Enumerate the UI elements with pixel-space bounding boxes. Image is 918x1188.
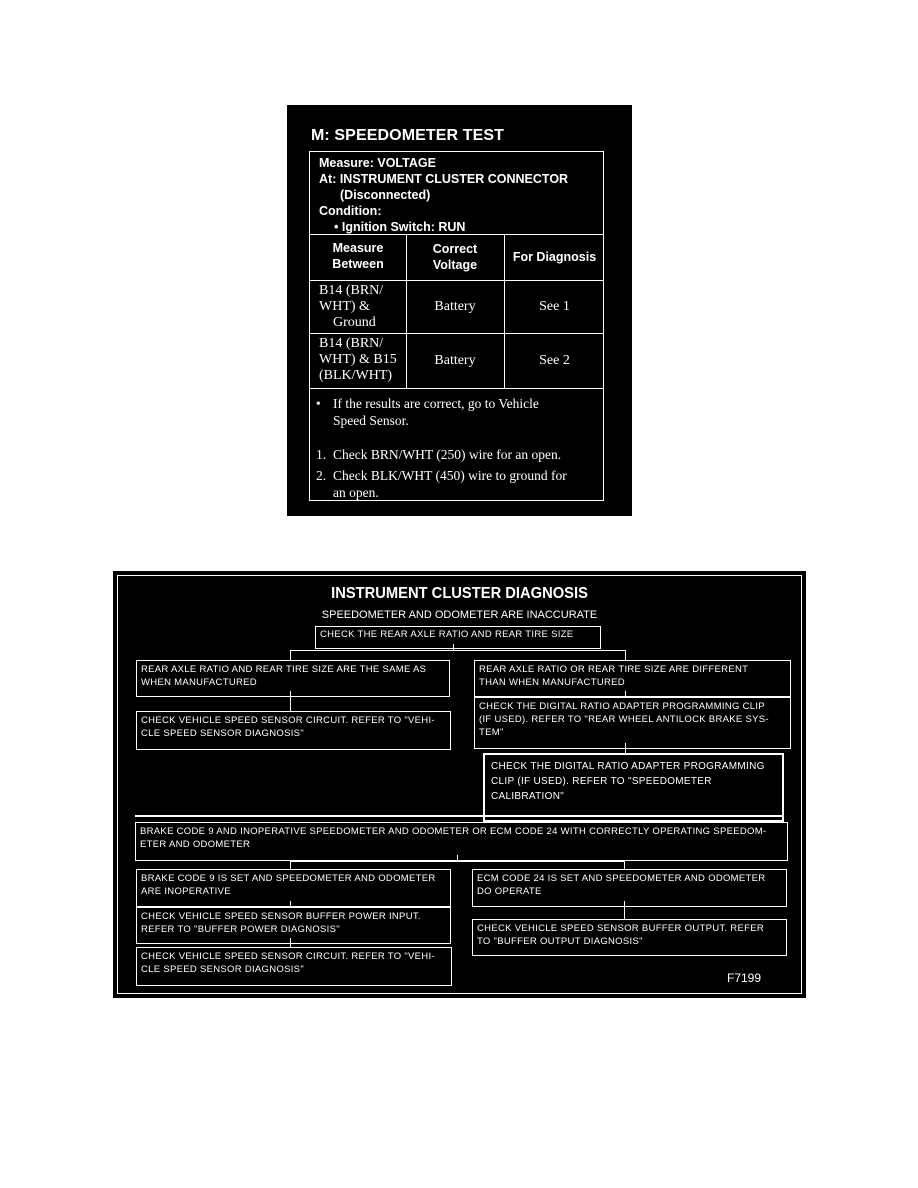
check-vss-circuit-box: CHECK VEHICLE SPEED SENSOR CIRCUIT. REFER TO "VEHI- CLE SPEED SENSOR DIAGNOSIS" xyxy=(136,711,451,750)
note-2-line2: an open. xyxy=(333,485,379,500)
notes-box xyxy=(309,389,604,501)
different-than-manufactured-box: REAR AXLE RATIO OR REAR TIRE SIZE ARE DIFFERENT THAN WHEN MANUFACTURED xyxy=(474,660,791,697)
same-as-manufactured-box: REAR AXLE RATIO AND REAR TIRE SIZE ARE THE SAME AS WHEN MANUFACTURED xyxy=(136,660,450,697)
note-1-text: Check BRN/WHT (250) wire for an open. xyxy=(333,447,562,462)
row1-diagnosis: See 1 xyxy=(539,299,570,314)
check-axle-box: CHECK THE REAR AXLE RATIO AND REAR TIRE SIZE xyxy=(315,626,601,649)
row1-voltage: Battery xyxy=(434,299,476,314)
note-2-line1: Check BLK/WHT (450) wire to ground for xyxy=(333,468,567,483)
disconnected-text: (Disconnected) xyxy=(340,188,431,202)
row2-voltage: Battery xyxy=(434,353,476,368)
check-dra-calibration-box: CHECK THE DIGITAL RATIO ADAPTER PROGRAMMING CLIP (IF USED). REFER TO "SPEEDOMETER CALIBRATION" xyxy=(483,753,784,822)
note-bullet-line2: Speed Sensor. xyxy=(333,413,409,428)
row1-between: B14 (BRN/ WHT) & Ground xyxy=(319,283,384,330)
at-text: At: INSTRUMENT CLUSTER CONNECTOR xyxy=(319,172,569,186)
test-conditions-box xyxy=(309,151,604,235)
instrument-cluster-diagnosis-figure xyxy=(113,571,806,998)
header-for-diagnosis: For Diagnosis xyxy=(512,250,597,264)
brake-code-box: BRAKE CODE 9 AND INOPERATIVE SPEEDOMETER AND ODOMETER OR ECM CODE 24 WITH CORRECTLY OPERATING SPEEDOM- ETER AND ODOMETER xyxy=(135,822,788,861)
note-bullet-line1: If the results are correct, go to Vehicle xyxy=(333,396,539,411)
note-2-number: 2. xyxy=(316,468,327,483)
buffer-output-box: CHECK VEHICLE SPEED SENSOR BUFFER OUTPUT. REFER TO "BUFFER OUTPUT DIAGNOSIS" xyxy=(472,919,787,956)
measure-text: Measure: VOLTAGE xyxy=(319,156,436,170)
diagnosis-subtitle: SPEEDOMETER AND ODOMETER ARE INACCURATE xyxy=(321,609,598,621)
diagnosis-title: INSTRUMENT CLUSTER DIAGNOSIS xyxy=(331,585,588,602)
bullet-mark: • xyxy=(316,396,321,411)
check-vss-circuit-box-2: CHECK VEHICLE SPEED SENSOR CIRCUIT. REFER TO "VEHI- CLE SPEED SENSOR DIAGNOSIS" xyxy=(136,947,452,986)
figure-label: F7199 xyxy=(727,971,762,985)
brake-code-9-box: BRAKE CODE 9 IS SET AND SPEEDOMETER AND ODOMETER ARE INOPERATIVE xyxy=(136,869,451,907)
ignition-text: • Ignition Switch: RUN xyxy=(334,220,466,234)
note-1-number: 1. xyxy=(316,447,327,462)
header-measure-between: Measure Between xyxy=(332,241,384,271)
measurement-table xyxy=(309,235,604,389)
buffer-power-box: CHECK VEHICLE SPEED SENSOR BUFFER POWER INPUT. REFER TO "BUFFER POWER DIAGNOSIS" xyxy=(136,907,451,944)
row2-diagnosis: See 2 xyxy=(539,353,570,368)
header-correct-voltage: Correct Voltage xyxy=(432,242,478,272)
condition-text: Condition: xyxy=(319,204,382,218)
ecm-code-24-box: ECM CODE 24 IS SET AND SPEEDOMETER AND ODOMETER DO OPERATE xyxy=(472,869,787,907)
row2-between: B14 (BRN/ WHT) & B15 (BLK/WHT) xyxy=(319,336,397,383)
speedometer-test-figure xyxy=(287,105,632,516)
section-divider xyxy=(135,815,783,817)
check-dra-clip-box: CHECK THE DIGITAL RATIO ADAPTER PROGRAMMING CLIP (IF USED). REFER TO "REAR WHEEL ANTILOCK BRAKE SYS- TEM" xyxy=(474,697,791,749)
figure-title: M: SPEEDOMETER TEST xyxy=(311,127,505,144)
